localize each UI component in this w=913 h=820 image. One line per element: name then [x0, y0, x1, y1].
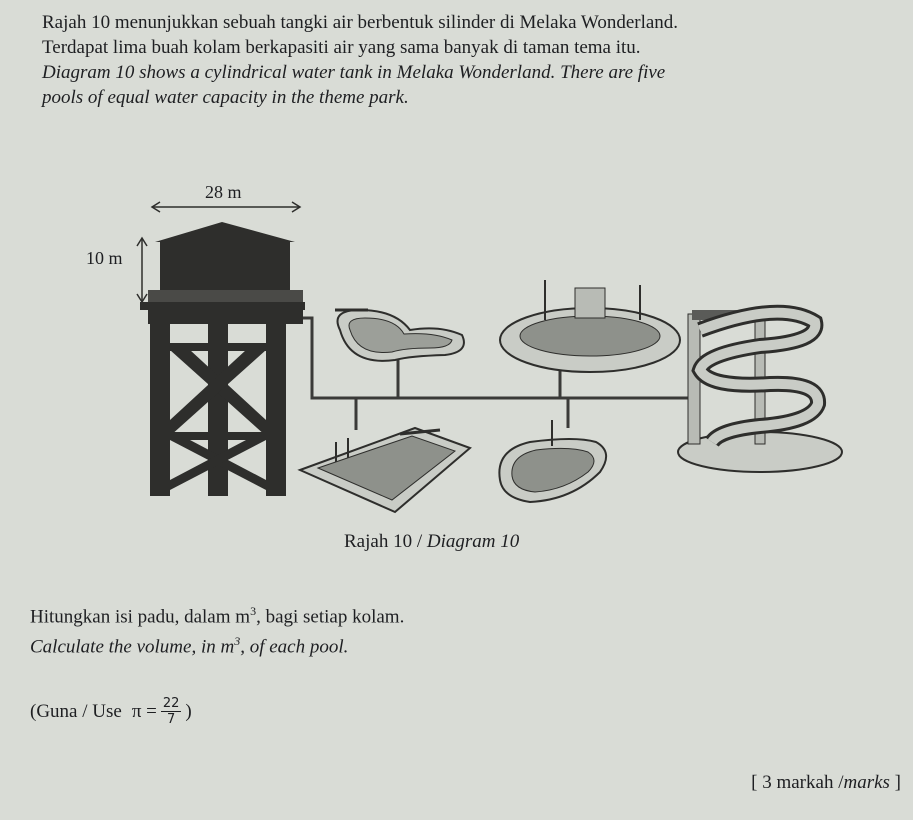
- diagram-caption: [344, 531, 519, 553]
- intro-text: [42, 10, 902, 110]
- pi-fraction: [161, 696, 182, 727]
- pool-2: [500, 280, 680, 372]
- question-ms-tail: , bagi setiap kolam.: [256, 606, 405, 628]
- height-dimension: [86, 238, 147, 302]
- hint-prefix: (Guna / Use: [30, 700, 122, 722]
- marks-suffix: ]: [889, 772, 901, 793]
- pi-numerator: 22: [162, 696, 180, 711]
- diagram-10: [0, 160, 913, 580]
- intro-en-line1: Diagram 10 shows a cylindrical water tank in Melaka Wonderland. There are five: [42, 62, 666, 83]
- question-ms: [30, 604, 404, 628]
- caption-ms: Rajah 10 /: [344, 531, 427, 552]
- pool-1: [335, 310, 464, 361]
- question-en-tail: , of each pool.: [240, 636, 349, 658]
- question-en: [30, 634, 348, 658]
- question-ms-sup: 3: [250, 604, 257, 618]
- caption-en: Diagram 10: [426, 531, 520, 552]
- question-en-text: Calculate the volume, in m: [30, 636, 235, 658]
- intro-ms-line2: Terdapat lima buah kolam berkapasiti air yang sama banyak di taman tema itu.: [42, 37, 641, 58]
- intro-en-line2: pools of equal water capacity in the theme park.: [42, 87, 409, 108]
- marks-prefix: [ 3 markah /: [751, 772, 844, 793]
- height-label: 10 m: [86, 248, 123, 268]
- question-ms-text: Hitungkan isi padu, dalam m: [30, 606, 251, 628]
- marks-label: [751, 772, 901, 794]
- pi-symbol: π =: [131, 700, 157, 722]
- width-dimension: [152, 182, 300, 212]
- width-label: 28 m: [205, 182, 242, 202]
- intro-ms-line1: Rajah 10 menunjukkan sebuah tangki air berbentuk silinder di Melaka Wonderland.: [42, 12, 679, 33]
- pi-hint: [30, 696, 192, 727]
- pool-3: [300, 428, 470, 512]
- pi-denominator: 7: [167, 712, 176, 727]
- pool-5: [678, 310, 842, 472]
- marks-en: marks: [843, 772, 890, 793]
- hint-suffix: ): [185, 700, 192, 722]
- pool-4: [499, 420, 606, 502]
- question-en-sup: 3: [234, 634, 241, 648]
- water-tank-tower: [140, 222, 305, 496]
